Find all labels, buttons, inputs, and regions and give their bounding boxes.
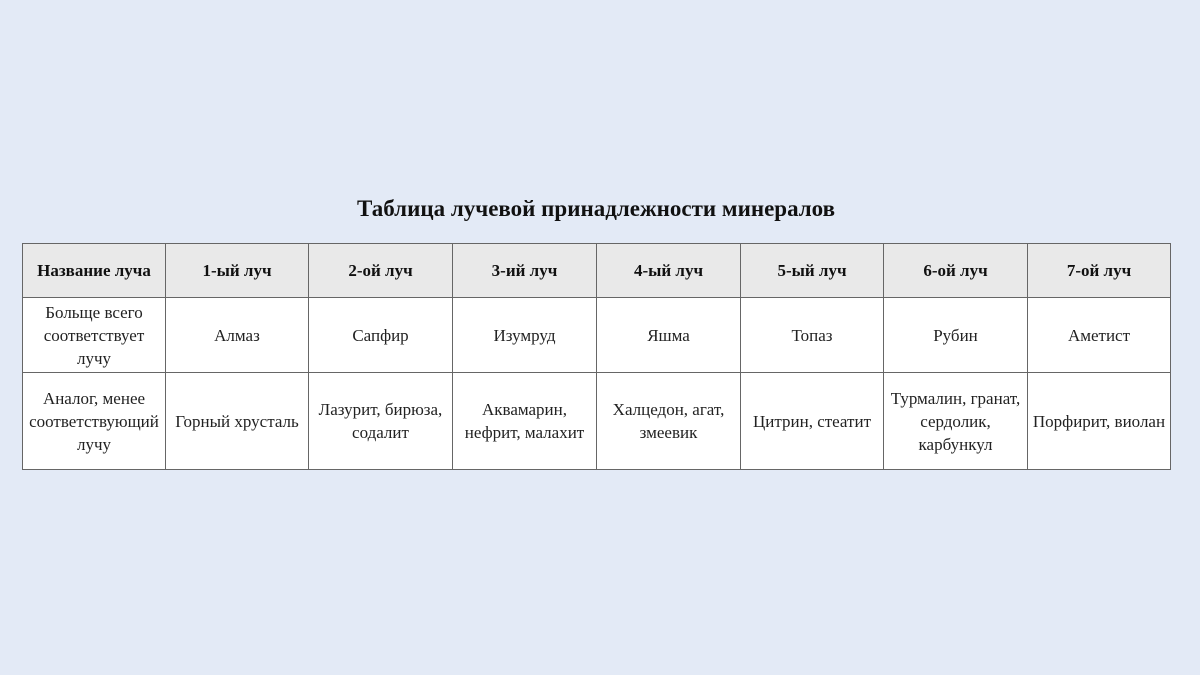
row-label: Аналог, менее соответствующий лучу — [23, 373, 166, 470]
table-cell: Цитрин, стеатит — [741, 373, 884, 470]
header-ray-name: Название луча — [23, 244, 166, 298]
table-cell: Рубин — [884, 298, 1028, 373]
header-ray-6: 6-ой луч — [884, 244, 1028, 298]
table-row — [23, 373, 1171, 470]
minerals-ray-table — [22, 243, 1171, 470]
table-cell: Аквамарин, нефрит, малахит — [453, 373, 597, 470]
table-cell: Лазурит, бирюза, содалит — [309, 373, 453, 470]
table-header-row — [23, 244, 1171, 298]
table-cell: Яшма — [597, 298, 741, 373]
table-cell: Изумруд — [453, 298, 597, 373]
table-cell: Аметист — [1028, 298, 1171, 373]
table-cell: Топаз — [741, 298, 884, 373]
table-cell: Горный хрусталь — [166, 373, 309, 470]
table-row — [23, 298, 1171, 373]
table-cell: Турмалин, гранат, сердолик, карбункул — [884, 373, 1028, 470]
header-ray-7: 7-ой луч — [1028, 244, 1171, 298]
page-title: Таблица лучевой принадлежности минералов — [356, 196, 836, 221]
row-label: Больще всего соответствует лучу — [23, 298, 166, 373]
header-ray-3: 3-ий луч — [453, 244, 597, 298]
header-ray-4: 4-ый луч — [597, 244, 741, 298]
header-ray-5: 5-ый луч — [741, 244, 884, 298]
table-cell: Алмаз — [166, 298, 309, 373]
table-cell: Сапфир — [309, 298, 453, 373]
table-cell: Порфирит, виолан — [1028, 373, 1171, 470]
header-ray-2: 2-ой луч — [309, 244, 453, 298]
header-ray-1: 1-ый луч — [166, 244, 309, 298]
table-cell: Халцедон, агат, змеевик — [597, 373, 741, 470]
